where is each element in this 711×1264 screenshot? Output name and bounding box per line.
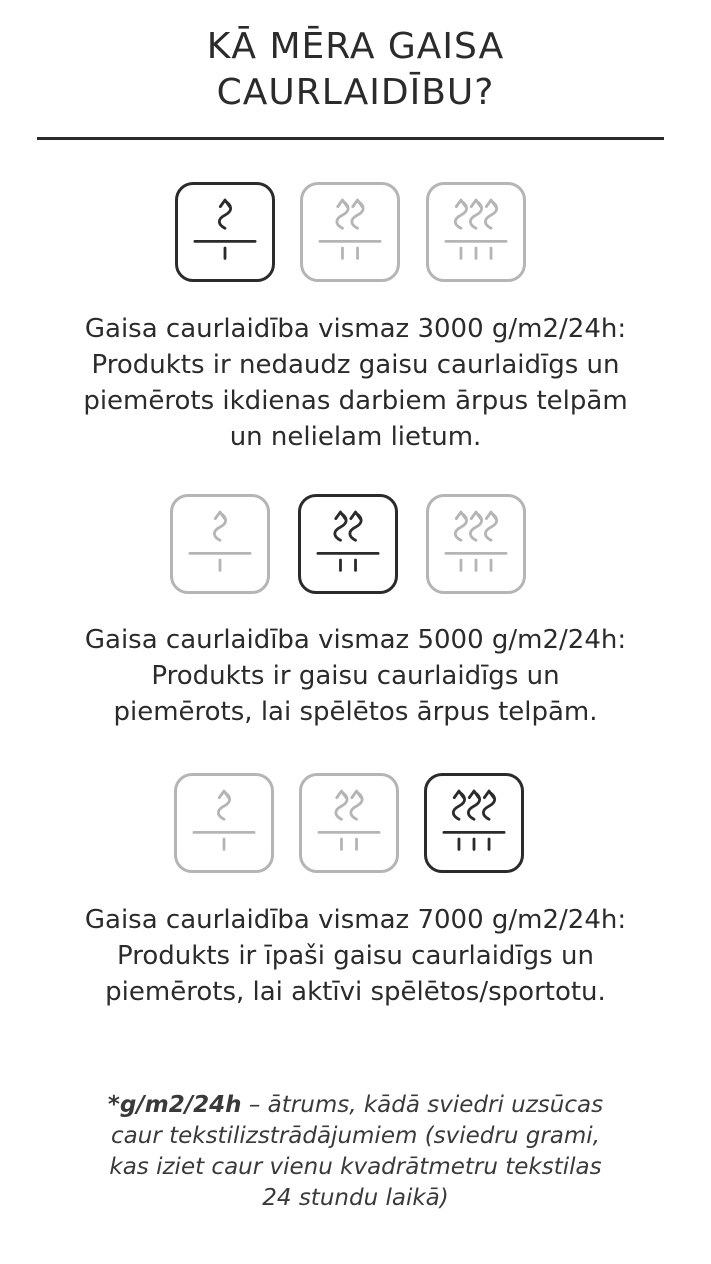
icon-row-7000 bbox=[0, 773, 711, 877]
footnote-line: kas iziet caur vienu kvadrātmetru tekstilas bbox=[109, 1154, 602, 1180]
breathability-2-arrows-icon bbox=[300, 182, 400, 282]
breathability-1-arrow-icon bbox=[170, 494, 270, 594]
breathability-1-arrow-icon bbox=[174, 773, 274, 873]
breathability-3-arrows-icon bbox=[426, 182, 526, 282]
icon-row-3000 bbox=[0, 182, 711, 286]
desc-line: piemērots, lai spēlētos ārpus telpām. bbox=[113, 697, 598, 727]
title-divider bbox=[37, 137, 664, 140]
title-line-1: KĀ MĒRA GAISA bbox=[206, 26, 505, 67]
footnote-line: caur tekstilizstrādājumiem (sviedru grami, bbox=[111, 1123, 600, 1149]
footnote-line: – ātrums, kādā sviedri uzsūcas bbox=[241, 1092, 604, 1118]
description-3000 bbox=[20, 311, 691, 455]
page-title bbox=[0, 24, 711, 116]
desc-line: Produkts ir nedaudz gaisu caurlaidīgs un bbox=[91, 350, 620, 380]
breathability-2-arrows-icon bbox=[298, 494, 398, 594]
breathability-2-arrows-icon bbox=[299, 773, 399, 873]
desc-line: un nelielam lietum. bbox=[229, 422, 482, 452]
desc-line: piemērots ikdienas darbiem ārpus telpām bbox=[83, 386, 628, 416]
desc-line: Produkts ir gaisu caurlaidīgs un bbox=[151, 661, 560, 691]
breathability-1-arrow-icon bbox=[175, 182, 275, 282]
footnote-line: 24 stundu laikā) bbox=[262, 1185, 449, 1211]
desc-line: Gaisa caurlaidība vismaz 3000 g/m2/24h: bbox=[84, 314, 627, 344]
desc-line: Gaisa caurlaidība vismaz 5000 g/m2/24h: bbox=[84, 625, 627, 655]
breathability-3-arrows-icon bbox=[426, 494, 526, 594]
title-line-2: CAURLAIDĪBU? bbox=[216, 72, 495, 113]
footnote bbox=[50, 1090, 661, 1214]
desc-line: piemērots, lai aktīvi spēlētos/sportotu. bbox=[105, 977, 606, 1007]
desc-line: Produkts ir īpaši gaisu caurlaidīgs un bbox=[117, 941, 594, 971]
breathability-3-arrows-icon bbox=[424, 773, 524, 873]
description-5000 bbox=[20, 622, 691, 730]
desc-line: Gaisa caurlaidība vismaz 7000 g/m2/24h: bbox=[84, 905, 627, 935]
icon-row-5000 bbox=[0, 494, 711, 598]
footnote-term: *g/m2/24h bbox=[107, 1092, 242, 1118]
description-7000 bbox=[20, 902, 691, 1010]
